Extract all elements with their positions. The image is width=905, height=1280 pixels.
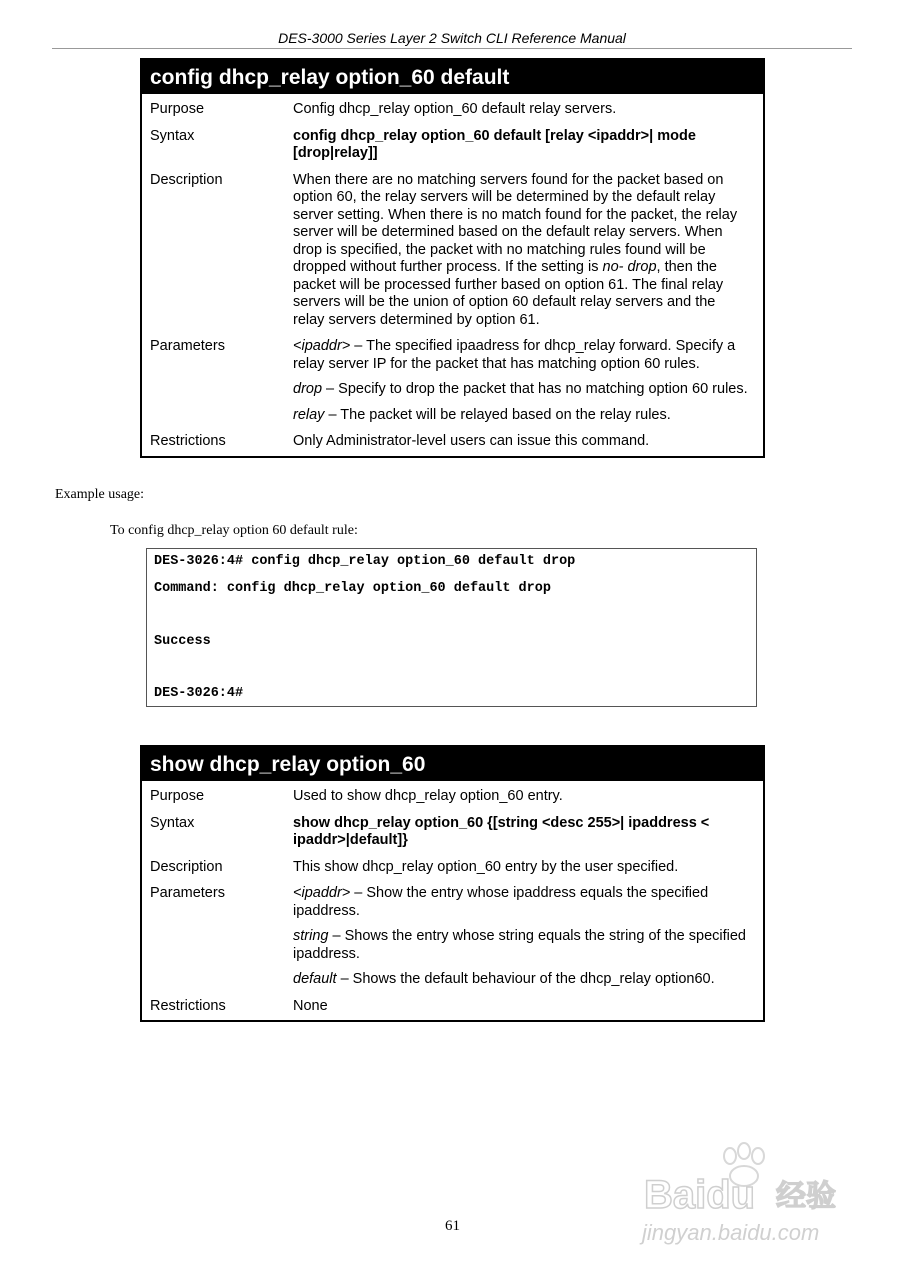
parameters-list bbox=[293, 338, 749, 424]
purpose-text: Config dhcp_relay option_60 default relay servers. bbox=[293, 101, 617, 117]
row-label: Purpose bbox=[150, 788, 205, 804]
parameter-item bbox=[293, 928, 749, 963]
watermark-cn: 经验 bbox=[776, 1179, 836, 1214]
watermark-brand: Baidu bbox=[644, 1173, 756, 1217]
parameter-term: <ipaddr> bbox=[293, 885, 351, 901]
parameters-row bbox=[142, 338, 763, 424]
code-line: Command: config dhcp_relay option_60 default drop bbox=[154, 581, 551, 596]
watermark-url: jingyan.baidu.com bbox=[642, 1220, 820, 1245]
syntax-row bbox=[142, 128, 763, 163]
parameter-item bbox=[293, 338, 749, 373]
parameter-item bbox=[293, 971, 749, 989]
parameter-text: – Shows the default behaviour of the dhcp_relay option60. bbox=[336, 971, 715, 987]
row-label: Parameters bbox=[150, 338, 225, 354]
running-header: DES-3000 Series Layer 2 Switch CLI Reference Manual bbox=[278, 30, 626, 46]
code-line: Success bbox=[154, 634, 211, 649]
parameter-term: relay bbox=[293, 406, 325, 423]
parameters-list bbox=[293, 885, 749, 989]
header-rule bbox=[52, 48, 852, 49]
row-label: Restrictions bbox=[150, 997, 226, 1014]
syntax-row bbox=[142, 815, 763, 850]
command-title: config dhcp_relay option_60 default bbox=[142, 60, 763, 94]
parameter-text: – The packet will be relayed based on the relay rules. bbox=[324, 406, 671, 423]
row-label: Parameters bbox=[150, 885, 225, 901]
description-row bbox=[142, 859, 763, 877]
parameter-term: string bbox=[293, 928, 329, 944]
example-usage-label: Example usage: bbox=[55, 487, 145, 502]
row-label: Description bbox=[150, 858, 223, 875]
description-text: This show dhcp_relay option_60 entry by the user specified. bbox=[293, 858, 679, 875]
row-label: Purpose bbox=[150, 101, 205, 117]
parameter-term: default bbox=[293, 971, 337, 987]
description-text bbox=[293, 172, 749, 330]
description-part: , then the packet will be processed further based on option 61. The final relay servers will be the union of option 60 default relay servers and the relay servers determined by option 61. bbox=[293, 259, 724, 328]
command-table-config bbox=[140, 58, 765, 458]
row-label: Syntax bbox=[150, 814, 195, 831]
parameter-item bbox=[293, 885, 749, 920]
parameter-text: – The specified ipaadress for dhcp_relay forward. Specify a relay server IP for the packet that has matching option 60 rules. bbox=[293, 338, 736, 372]
purpose-row bbox=[142, 788, 763, 806]
parameter-item bbox=[293, 381, 749, 399]
code-example bbox=[146, 548, 757, 707]
parameter-term: drop bbox=[293, 381, 323, 397]
code-line: DES-3026:4# config dhcp_relay option_60 default drop bbox=[154, 554, 576, 569]
code-line: DES-3026:4# bbox=[154, 686, 244, 701]
syntax-text: show dhcp_relay option_60 {[string <desc 255>| ipaddress < ipaddr>|default]} bbox=[293, 814, 710, 848]
parameter-text: – Shows the entry whose string equals the string of the specified ipaddress. bbox=[293, 928, 746, 962]
command-title: show dhcp_relay option_60 bbox=[142, 747, 763, 781]
row-label: Restrictions bbox=[150, 433, 226, 449]
restrictions-row bbox=[142, 433, 763, 451]
restrictions-text: None bbox=[293, 997, 328, 1014]
description-row bbox=[142, 172, 763, 330]
parameter-text: – Specify to drop the packet that has no matching option 60 rules. bbox=[322, 381, 748, 397]
row-label: Syntax bbox=[150, 127, 195, 144]
syntax-text: config dhcp_relay option_60 default [relay <ipaddr>| mode [drop|relay]] bbox=[293, 127, 696, 161]
description-emphasis: no- drop bbox=[602, 259, 657, 275]
page-number: 61 bbox=[445, 1218, 460, 1234]
restrictions-text: Only Administrator-level users can issue this command. bbox=[293, 433, 650, 449]
parameters-row bbox=[142, 885, 763, 989]
purpose-text: Used to show dhcp_relay option_60 entry. bbox=[293, 788, 563, 804]
parameter-text: – Show the entry whose ipaddress equals the specified ipaddress. bbox=[293, 885, 709, 919]
parameter-item bbox=[293, 407, 749, 425]
purpose-row bbox=[142, 101, 763, 119]
example-intro: To config dhcp_relay option 60 default rule: bbox=[110, 523, 358, 538]
description-part: When there are no matching servers found for the packet based on option 60, the relay servers will be determined by the default relay server setting. When there is no match found for the packet, the relay server will be determined based on the default relay servers. When drop is specified, the packet with no matching rules found will be dropped without further process. If the setting is bbox=[293, 171, 738, 275]
parameter-term: <ipaddr> bbox=[293, 338, 351, 354]
restrictions-row bbox=[142, 998, 763, 1016]
command-table-show bbox=[140, 745, 765, 1022]
row-label: Description bbox=[150, 171, 223, 188]
